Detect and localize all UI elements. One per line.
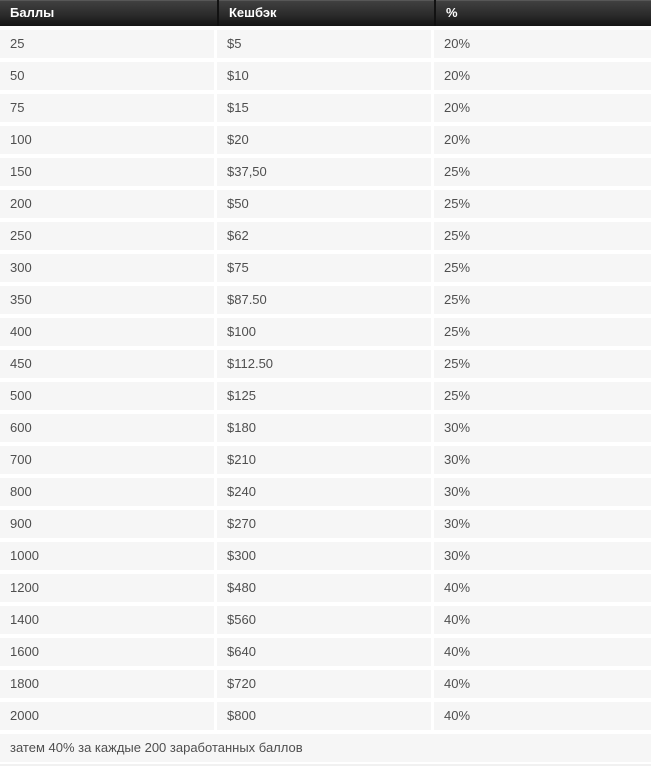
table-row (0, 510, 651, 538)
cell-percent: 25% (434, 318, 651, 346)
cell-percent: 20% (434, 126, 651, 154)
column-header-percent: % (434, 0, 651, 26)
table-row (0, 702, 651, 730)
cell-points: 25 (0, 30, 217, 58)
cell-points: 200 (0, 190, 217, 218)
cell-percent: 30% (434, 446, 651, 474)
cell-points: 250 (0, 222, 217, 250)
column-header-cashback: Кешбэк (217, 0, 434, 26)
cell-points: 400 (0, 318, 217, 346)
cell-cashback: $270 (217, 510, 434, 538)
column-header-points: Баллы (10, 5, 55, 20)
cell-cashback: $75 (217, 254, 434, 282)
table-row (0, 446, 651, 474)
cell-percent: 25% (434, 286, 651, 314)
cell-percent: 30% (434, 414, 651, 442)
table-row (0, 30, 651, 58)
cell-percent: 30% (434, 542, 651, 570)
cell-cashback: $100 (217, 318, 434, 346)
cell-percent: 40% (434, 670, 651, 698)
cell-points: 350 (0, 286, 217, 314)
table-row (0, 478, 651, 506)
cell-cashback: $180 (217, 414, 434, 442)
table-row (0, 574, 651, 602)
table-row (0, 542, 651, 570)
cell-percent: 20% (434, 30, 651, 58)
cell-cashback: $5 (217, 30, 434, 58)
cell-points: 1200 (0, 574, 217, 602)
table-row (0, 62, 651, 90)
cell-percent: 25% (434, 382, 651, 410)
table-row (0, 318, 651, 346)
cell-points: 600 (0, 414, 217, 442)
cell-cashback: $480 (217, 574, 434, 602)
cell-points: 1000 (0, 542, 217, 570)
cell-cashback: $240 (217, 478, 434, 506)
cell-points: 75 (0, 94, 217, 122)
cell-cashback: $560 (217, 606, 434, 634)
cell-percent: 25% (434, 350, 651, 378)
cell-cashback: $20 (217, 126, 434, 154)
cell-percent: 40% (434, 638, 651, 666)
cell-cashback: $800 (217, 702, 434, 730)
table-row (0, 382, 651, 410)
cell-points: 100 (0, 126, 217, 154)
cell-cashback: $112.50 (217, 350, 434, 378)
table-header-row (0, 0, 651, 26)
cell-percent: 25% (434, 190, 651, 218)
table-footer-note: затем 40% за каждые 200 заработанных баллов (0, 734, 651, 762)
cell-cashback: $640 (217, 638, 434, 666)
cell-percent: 25% (434, 222, 651, 250)
cell-points: 500 (0, 382, 217, 410)
table-row (0, 606, 651, 634)
table-body (0, 30, 651, 730)
cell-cashback: $720 (217, 670, 434, 698)
cell-cashback: $125 (217, 382, 434, 410)
cell-cashback: $87.50 (217, 286, 434, 314)
cell-cashback: $10 (217, 62, 434, 90)
cell-percent: 40% (434, 574, 651, 602)
table-row (0, 158, 651, 186)
cell-points: 700 (0, 446, 217, 474)
cell-points: 1800 (0, 670, 217, 698)
cell-cashback: $210 (217, 446, 434, 474)
cell-points: 150 (0, 158, 217, 186)
cell-points: 1600 (0, 638, 217, 666)
table-row (0, 638, 651, 666)
cell-percent: 30% (434, 510, 651, 538)
cell-points: 300 (0, 254, 217, 282)
cell-points: 800 (0, 478, 217, 506)
cell-cashback: $37,50 (217, 158, 434, 186)
cell-points: 1400 (0, 606, 217, 634)
cell-points: 2000 (0, 702, 217, 730)
table-row (0, 286, 651, 314)
table-row (0, 350, 651, 378)
cell-percent: 40% (434, 606, 651, 634)
cell-points: 900 (0, 510, 217, 538)
cell-percent: 20% (434, 94, 651, 122)
table-row (0, 94, 651, 122)
cell-percent: 30% (434, 478, 651, 506)
table-row (0, 254, 651, 282)
cell-cashback: $300 (217, 542, 434, 570)
cell-percent: 40% (434, 702, 651, 730)
table-row (0, 222, 651, 250)
cell-cashback: $50 (217, 190, 434, 218)
cell-cashback: $15 (217, 94, 434, 122)
cell-percent: 25% (434, 254, 651, 282)
table-row (0, 126, 651, 154)
table-row (0, 190, 651, 218)
cell-cashback: $62 (217, 222, 434, 250)
table-row (0, 414, 651, 442)
cell-percent: 25% (434, 158, 651, 186)
cell-points: 50 (0, 62, 217, 90)
cell-points: 450 (0, 350, 217, 378)
table-row (0, 670, 651, 698)
cell-percent: 20% (434, 62, 651, 90)
